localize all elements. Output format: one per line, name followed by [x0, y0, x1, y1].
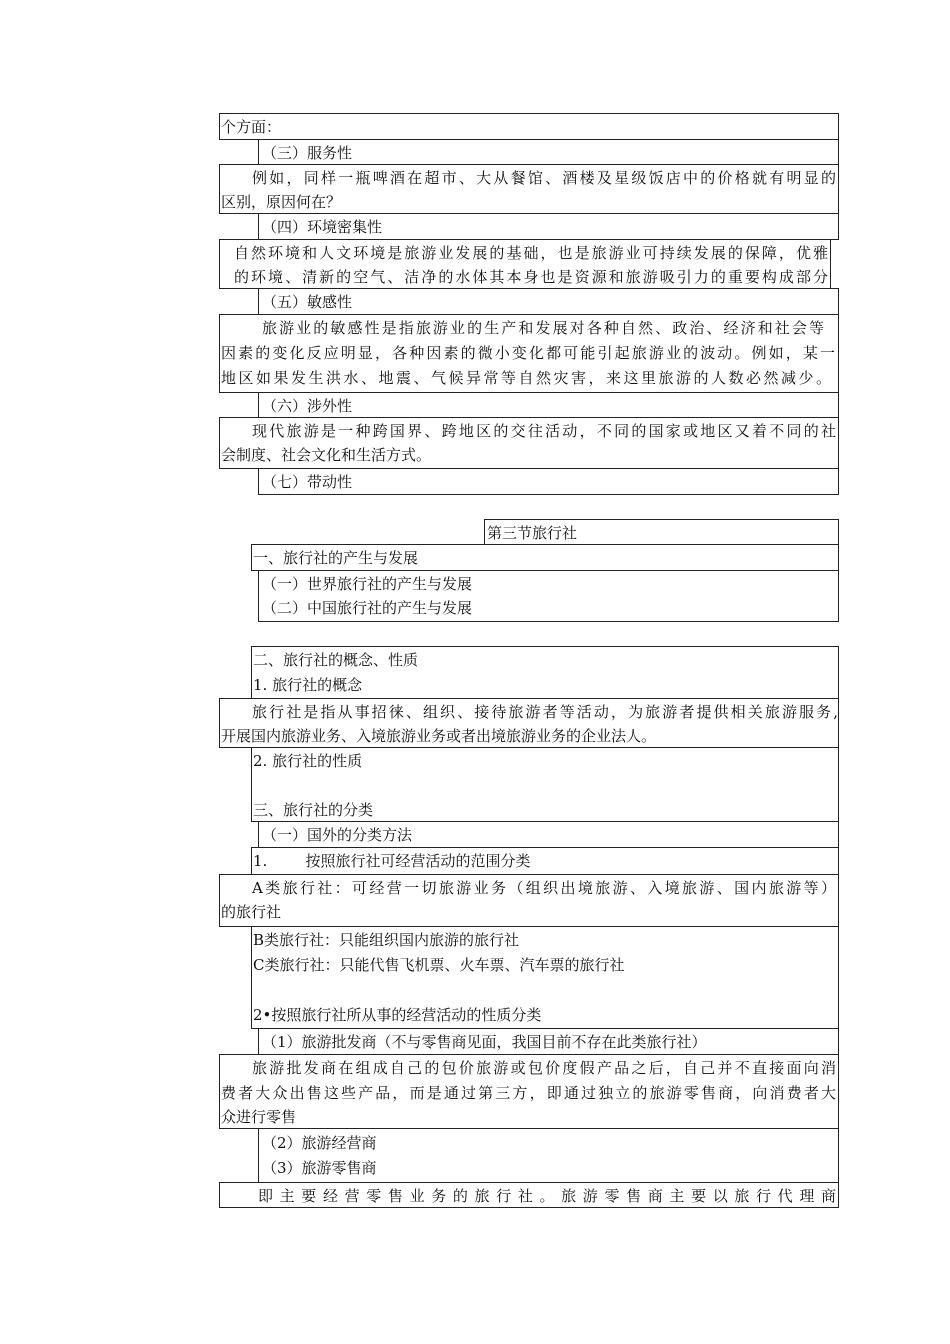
para-class-a-line-2: 的旅行社: [221, 903, 282, 921]
para-sensitivity-line-2: 因素的变化反应明显，各种因素的微小变化都可能引起旅游业的波动。例如，某一: [221, 344, 835, 362]
heading-service: （三）服务性: [262, 144, 353, 162]
para-class-b: B类旅行社：只能组织国内旅游的旅行社: [253, 931, 520, 949]
frame-intro: [219, 113, 839, 140]
heading-nature: 2. 旅行社的性质: [253, 752, 363, 770]
heading-scope: 1. 按照旅行社可经营活动的范围分类: [253, 852, 531, 870]
heading-wholesaler: （1）旅游批发商（不与零售商见面，我国目前不存在此类旅行社）: [262, 1033, 707, 1051]
para-foreign-line-2: 会制度、社会文化和生活方式。: [221, 446, 432, 464]
heading-nature-classification: 2•按照旅行社所从事的经营活动的性质分类: [253, 1006, 542, 1024]
heading-driving: （七）带动性: [262, 473, 353, 491]
para-definition-line-1: 旅行社是指从事招徕、组织、接待旅游者等活动，为旅游者提供相关旅游服务,: [252, 703, 838, 721]
para-environment-line-1: 自然环境和人文环境是旅游业发展的基础，也是旅游业可持续发展的保障，优雅: [234, 244, 828, 262]
heading-operator: （2）旅游经营商: [262, 1134, 377, 1152]
para-foreign-line-1: 现代旅游是一种跨国界、跨地区的交往活动，不同的国家或地区又着不同的社: [252, 422, 836, 440]
para-wholesaler-line-3: 众进行零售: [221, 1108, 297, 1126]
section-title: 第三节旅行社: [487, 524, 578, 542]
para-service-line-1: 例如，同样一瓶啤酒在超市、大从餐馆、酒楼及星级饭店中的价格就有明显的: [252, 169, 836, 187]
heading-retailer: （3）旅游零售商: [262, 1159, 377, 1177]
para-wholesaler-line-1: 旅游批发商在组成自己的包价旅游或包价度假产品之后，自己并不直接面向消: [252, 1059, 836, 1077]
para-class-c: C类旅行社：只能代售飞机票、火车票、汽车票的旅行社: [253, 956, 625, 974]
subsection-concept: 二、旅行社的概念、性质: [253, 651, 419, 669]
item-china-agencies: （二）中国旅行社的产生与发展: [262, 599, 473, 617]
para-sensitivity-line-1: 旅游业的敏感性是指旅游业的生产和发展对各种自然、政治、经济和社会等: [262, 319, 824, 337]
item-world-agencies: （一）世界旅行社的产生与发展: [262, 575, 473, 593]
subsection-classification: 三、旅行社的分类: [253, 801, 374, 819]
heading-foreign: （六）涉外性: [262, 397, 353, 415]
para-wholesaler-line-2: 费者大众出售这些产品，而是通过第三方，即通过独立的旅游零售商，向消费者大: [221, 1084, 836, 1102]
para-class-a-line-1: A类旅行社：可经营一切旅游业务（组织出境旅游、入境旅游、国内旅游等）: [252, 879, 836, 897]
intro-tail: 个方面：: [221, 118, 282, 136]
para-environment-line-2: 的环境、清新的空气、洁净的水体其本身也是资源和旅游吸引力的重要构成部分: [234, 268, 828, 286]
para-definition-line-2: 开展国内旅游业务、入境旅游业务或者出境旅游业务的企业法人。: [221, 727, 657, 745]
para-sensitivity-line-3: 地区如果发生洪水、地震、气候异常等自然灾害，来这里旅游的人数必然减少。: [221, 369, 831, 387]
heading-environment: （四）环境密集性: [262, 218, 383, 236]
heading-foreign-methods: （一）国外的分类方法: [262, 826, 413, 844]
subsection-origin: 一、旅行社的产生与发展: [253, 549, 419, 567]
heading-sensitivity: （五）敏感性: [262, 293, 353, 311]
para-retailer-line-1: 即主要经营零售业务的旅行社。旅游零售商主要以旅行代理商: [258, 1187, 836, 1205]
para-service-line-2: 区别，原因何在？: [221, 193, 342, 211]
heading-concept: 1. 旅行社的概念: [253, 676, 363, 694]
